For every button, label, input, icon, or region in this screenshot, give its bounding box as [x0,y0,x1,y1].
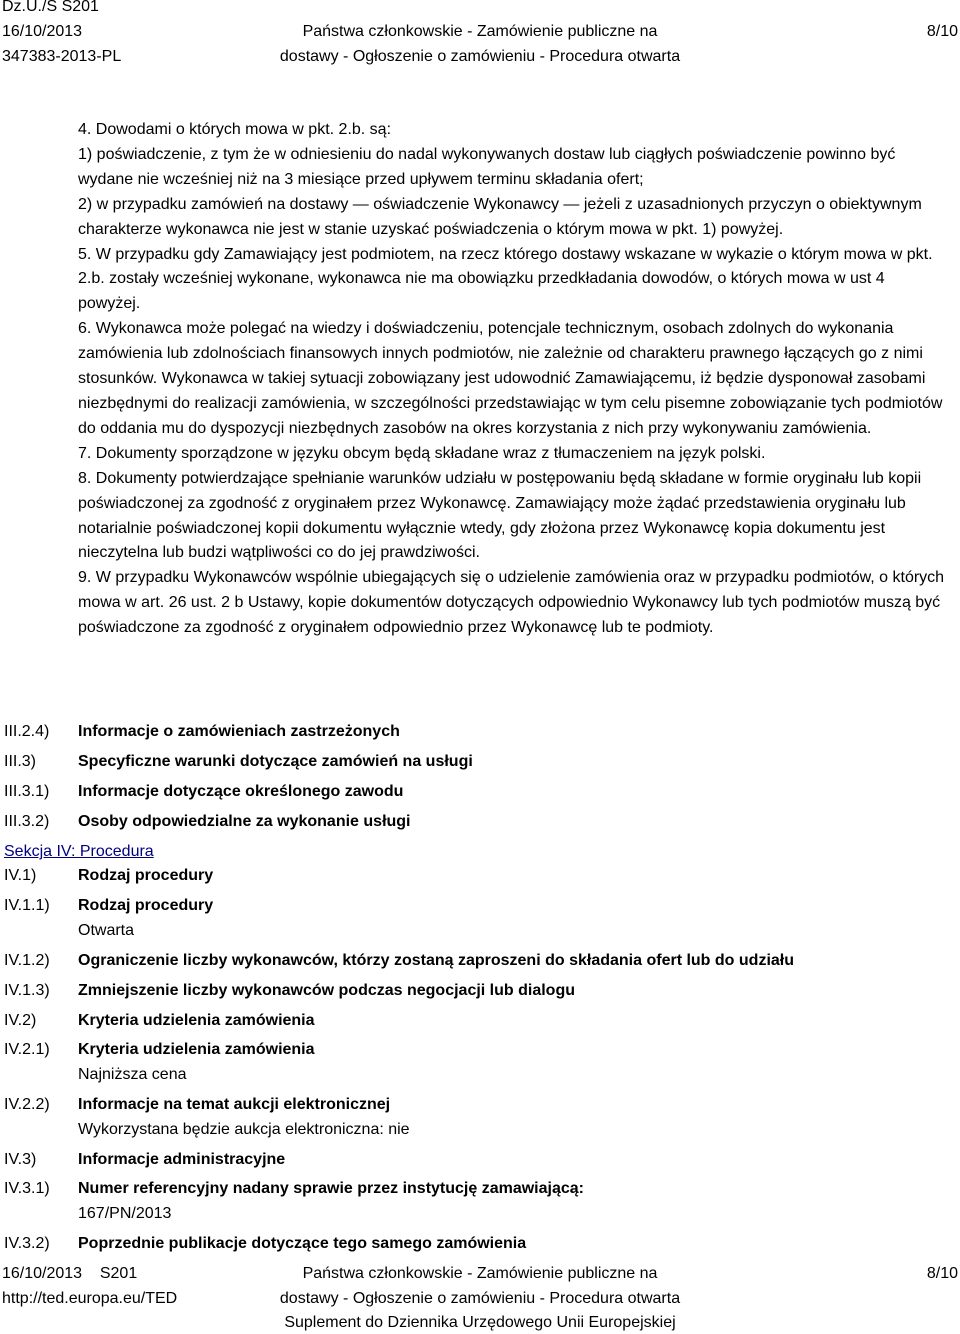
paragraph: 6. Wykonawca może polegać na wiedzy i doświadczeniu, potencjale technicznym, osobach zdolnych do wykonania zamówienia lub zdolnościach finansowych innych podmiotów, nie zależnie od charakteru prawnego łączących go z nimi stosunków. Wykonawca w takiej sytuacji zobowiązany jest udowodnić Zamawiającemu, iż będzie dysponował zasobami niezbędnymi do realizacji zamówienia, w szczególności przedstawiając w tym celu pisemne zobowiązanie tych podmiotów do oddania mu do dyspozycji niezbędnych zasobów na okres korzystania z nich przy wykonywaniu zamówienia. [78,320,943,437]
section-number: IV.3.1) [4,1180,50,1197]
section-value: Najniższa cena [78,1066,187,1083]
paragraph: 5. W przypadku gdy Zamawiający jest podmiotem, na rzecz którego dostawy wskazane w wykazie o którym mowa w pkt. 2.b. zostały wcześniej wykonane, wykonawca nie ma obowiązku przedkładania dowodów, o których mowa w ust 4 powyżej. [78,245,933,313]
section-number: III.3) [4,753,37,770]
body-text [78,118,950,641]
section-number: IV.3.2) [4,1235,50,1252]
section-label: Zmniejszenie liczby wykonawców podczas negocjacji lub dialogu [78,982,575,999]
section-number: IV.2) [4,1012,37,1029]
section-number: IV.1.3) [4,982,50,999]
paragraph: 4. Dowodami o których mowa w pkt. 2.b. są: [78,121,392,138]
paragraph: 8. Dokumenty potwierdzające spełnianie warunków udziału w postępowaniu będą składane w formie oryginału lub kopii poświadczonej za zgodność z oryginałem przez Wykonawcę. Zamawiający może żądać przedstawienia oryginału lub notarialnie poświadczonej kopii dokumentu wyłącznie wtedy, gdy złożona przez Wykonawcę kopia dokumentu jest nieczytelna lub budzi wątpliwości co do jej prawdziwości. [78,469,922,562]
section-label: Osoby odpowiedzialne za wykonanie usługi [78,813,411,830]
section-label: Specyficzne warunki dotyczące zamówień na usługi [78,753,473,770]
section-value: Otwarta [78,922,135,939]
header-date: 16/10/2013 [2,23,83,40]
section-number: IV.2.1) [4,1041,50,1058]
section-label: Rodzaj procedury [78,897,214,914]
section-label: Informacje administracyjne [78,1151,286,1168]
section-value: 167/PN/2013 [78,1205,172,1222]
header-title-line1: Państwa członkowskie - Zamówienie publiczne na [302,23,658,40]
section-value: Wykorzystana będzie aukcja elektroniczna: nie [78,1121,410,1138]
footer-url[interactable]: http://ted.europa.eu/TED [2,1290,178,1307]
section-label: Ograniczenie liczby wykonawców, którzy zostaną zaproszeni do składania ofert lub do udziału [78,952,794,969]
section-number: IV.2.2) [4,1096,50,1113]
paragraph: 7. Dokumenty sporządzone w języku obcym będą składane wraz z tłumaczeniem na język polski. [78,444,766,462]
section-label: Rodzaj procedury [78,867,214,884]
notice-id: 347383-2013-PL [2,48,122,65]
section-label: Kryteria udzielenia zamówienia [78,1041,315,1058]
footer-page-number: 8/10 [926,1265,958,1282]
header-title-line2: dostawy - Ogłoszenie o zamówieniu - Procedura otwarta [279,48,681,65]
section-heading: Sekcja IV: Procedura [4,843,154,860]
paragraph: 9. W przypadku Wykonawców wspólnie ubiegających się o udzielenie zamówienia oraz w przypadku podmiotów, o których mowa w art. 26 ust. 2 b Ustawy, kopie dokumentów dotyczących odpowiednio Wykonawcy lub tych podmiotów muszą być poświadczone za zgodność z oryginałem odpowiednio przez Wykonawcę lub te podmioty. [78,569,945,637]
header-page-number: 8/10 [926,23,958,40]
section-number: IV.1.1) [4,897,50,914]
section-number: III.3.2) [4,813,50,830]
section-label: Informacje na temat aukcji elektronicznej [78,1096,391,1113]
section-number: IV.1) [4,867,37,884]
section-label: Kryteria udzielenia zamówienia [78,1012,315,1029]
section-label: Informacje o zamówieniach zastrzeżonych [78,723,400,740]
section-label: Numer referencyjny nadany sprawie przez instytucję zamawiającą: [78,1180,584,1197]
footer-title-line1: Państwa członkowskie - Zamówienie publiczne na [302,1265,658,1282]
section-label: Informacje dotyczące określonego zawodu [78,783,404,800]
paragraph: 1) poświadczenie, z tym że w odniesieniu do nadal wykonywanych dostaw lub ciągłych poświadczenie powinno być wydane nie wcześniej niż na 3 miesiące przed upływem terminu składania ofert; [78,145,896,188]
section-number: IV.1.2) [4,952,50,969]
section-number: IV.3) [4,1151,37,1168]
section-number: III.2.4) [4,723,50,740]
section-number: III.3.1) [4,783,50,800]
doc-ref: Dz.U./S S201 [2,0,99,15]
section-label: Poprzednie publikacje dotyczące tego samego zamówienia [78,1235,527,1252]
footer-title-line2: dostawy - Ogłoszenie o zamówieniu - Procedura otwarta [279,1290,681,1307]
footer-title-line3: Suplement do Dziennika Urzędowego Unii Europejskiej [284,1314,676,1331]
paragraph: 2) w przypadku zamówień na dostawy — oświadczenie Wykonawcy — jeżeli z uzasadnionych przyczyn o obiektywnym charakterze wykonawca nie jest w stanie uzyskać poświadczenia o którym mowa w pkt. 1) powyżej. [78,195,922,238]
footer-date-code: 16/10/2013 S201 [2,1265,138,1282]
